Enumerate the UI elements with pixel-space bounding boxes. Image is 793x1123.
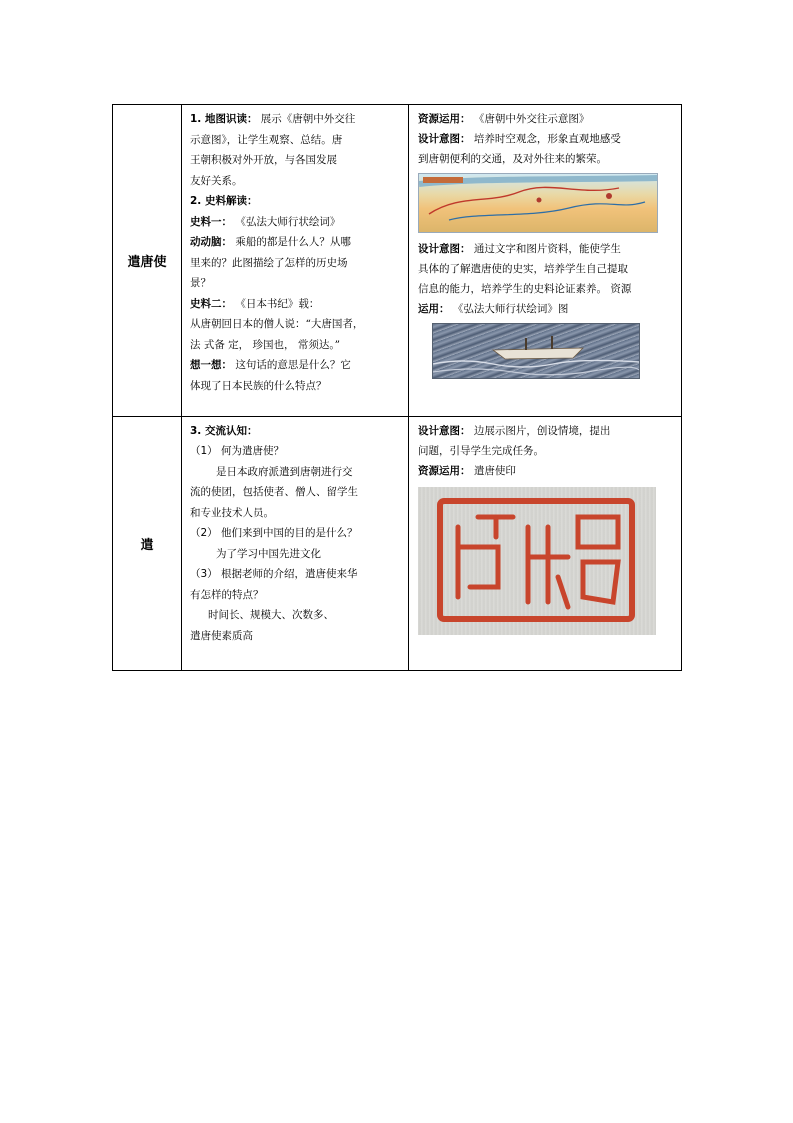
- answer-line: 时间长、规模大、次数多、: [208, 609, 334, 622]
- design-text: 培养时空观念，形象直观地感受: [473, 133, 621, 145]
- quote-line: 法 式备 定， 珍国也， 常须达。”: [190, 338, 340, 351]
- text-line: 信息的能力，培养学生的史料论证素养。 资源: [418, 283, 632, 295]
- section-heading: 3. 交流认知：: [190, 424, 258, 437]
- design-label: 设计意图：: [418, 133, 471, 145]
- text-line: 问题，引导学生完成任务。: [418, 444, 544, 457]
- teaching-activity-cell: [182, 105, 409, 417]
- think-label: 动动脑：: [190, 236, 232, 248]
- source-label: 史料一：: [190, 215, 232, 228]
- question: （2） 他们来到中国的目的是什么？: [190, 527, 358, 540]
- text-line: 具体的了解遣唐使的史实，培养学生自己提取: [418, 263, 628, 275]
- design-text: 通过文字和图片资料，能使学生: [473, 243, 621, 255]
- row-title: 遣: [113, 416, 182, 670]
- design-text: 边展示图片，创设情境，提出: [473, 424, 611, 437]
- map-illustration: [419, 174, 657, 232]
- text-line: 景？: [190, 277, 211, 289]
- question: （3） 根据老师的介绍，遣唐使来华: [190, 568, 358, 581]
- text-line: 示意图》，让学生观察、总结。唐: [190, 133, 343, 146]
- resource-label: 资源运用：: [418, 113, 471, 125]
- seal-image: [418, 487, 656, 635]
- answer-line: 是日本政府派遣到唐朝进行交: [216, 465, 353, 478]
- resource-cell: [409, 416, 682, 670]
- teaching-activity-cell: [182, 416, 409, 670]
- section-text: 展示《唐朝中外交往: [260, 113, 356, 125]
- design-label: 设计意图：: [418, 243, 471, 255]
- ponder-text: 这句话的意思是什么？它: [235, 359, 351, 371]
- design-label: 设计意图：: [418, 424, 471, 437]
- seal-illustration: [418, 487, 656, 635]
- answer-line: 为了学习中国先进文化: [216, 547, 321, 560]
- row-title: 遣唐使: [113, 105, 182, 417]
- source-text: 《日本书纪》载：: [235, 297, 320, 310]
- section-heading: 1. 地图识读：: [190, 113, 258, 125]
- text-line: 里来的？此图描绘了怎样的历史场: [190, 256, 348, 269]
- text-line: 到唐朝便利的交通，及对外往来的繁荣。: [418, 153, 607, 165]
- resource-label: 资源运用：: [418, 464, 471, 477]
- text-line: 友好关系。: [190, 174, 243, 187]
- ponder-label: 想一想：: [190, 359, 232, 371]
- source-text: 《弘法大师行状绘词》: [235, 215, 341, 228]
- ship-illustration: [433, 324, 639, 378]
- question: （1） 何为遣唐使？: [190, 445, 285, 458]
- answer-line: 和专业技术人员。: [190, 506, 274, 519]
- source-label: 史料二：: [190, 297, 232, 310]
- answer-line: 流的使团，包括使者、僧人、留学生: [190, 486, 358, 499]
- answer-line: 遣唐使素质高: [190, 629, 253, 642]
- resource-text: 遣唐使印: [473, 464, 516, 477]
- resource-cell: [409, 105, 682, 417]
- think-text: 乘船的都是什么人？从哪: [235, 236, 351, 248]
- section-heading: 2. 史料解读：: [190, 195, 258, 207]
- tang-map-image: [418, 173, 658, 233]
- text-line: 王朝积极对外开放，与各国发展: [190, 154, 337, 166]
- resource-text: 《唐朝中外交往示意图》: [473, 113, 590, 125]
- text-line: 体现了日本民族的什么特点？: [190, 379, 327, 392]
- table-row: [113, 416, 682, 670]
- quote-line: 从唐朝回日本的僧人说：“大唐国者，: [190, 318, 364, 330]
- lesson-plan-table: [112, 104, 682, 671]
- table-row: [113, 105, 682, 417]
- resource-label: 运用：: [418, 303, 450, 315]
- resource-text: 《弘法大师行状绘词》图: [452, 303, 569, 315]
- ship-painting-image: [432, 323, 640, 379]
- question: 有怎样的特点？: [190, 588, 264, 601]
